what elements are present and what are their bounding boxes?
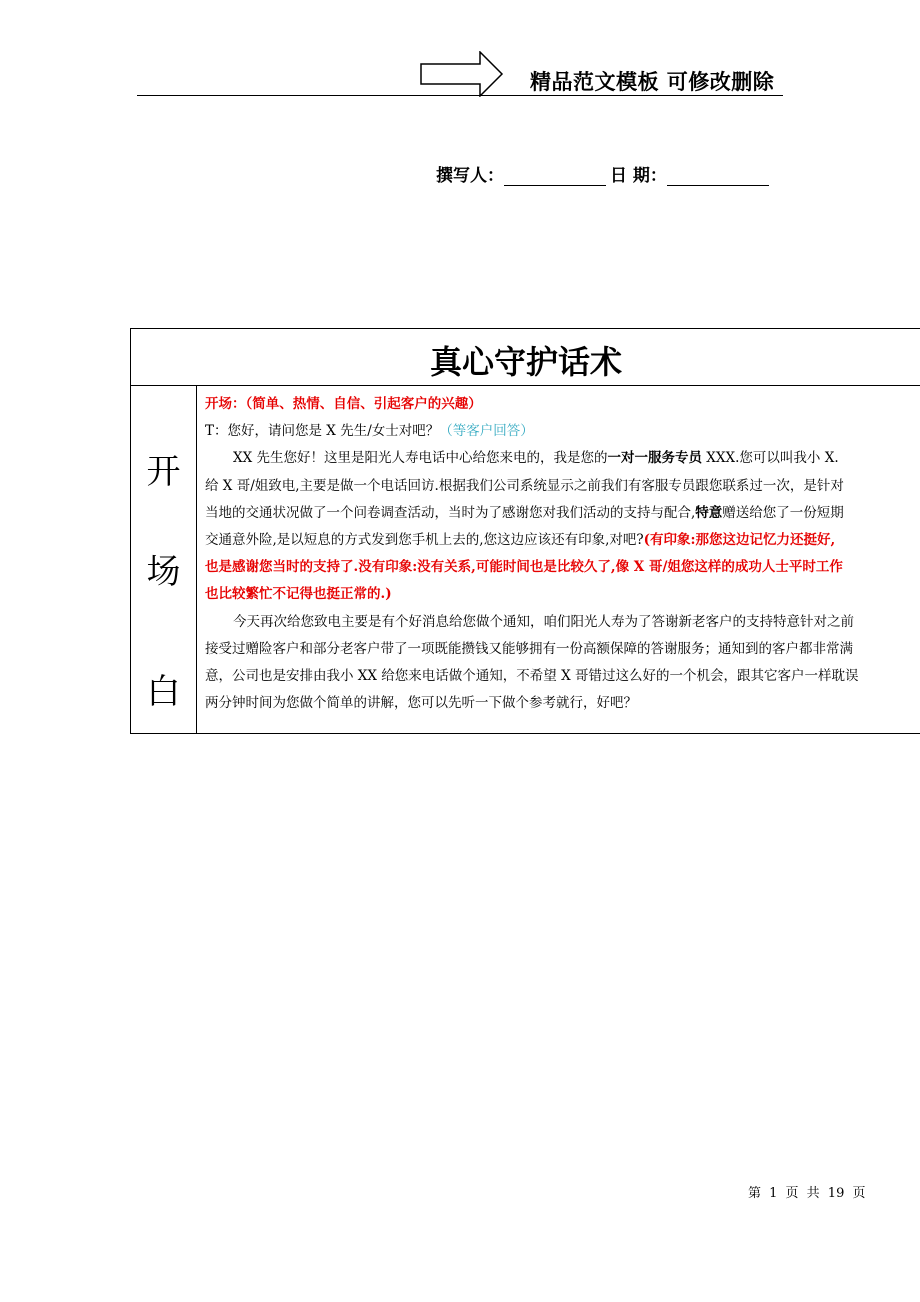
paragraph-line: 接受过赠险客户和部分老客户带了一项既能攒钱又能够拥有一份高额保障的答谢服务；通知到的客户都非常满 — [205, 640, 853, 657]
paragraph-line: 当地的交通状况做了一个问卷调查活动，当时为了感谢您对我们活动的支持与配合,特意赠送给您了一份短期 — [205, 504, 844, 521]
paragraph-line: 交通意外险,是以短息的方式发到您手机上去的,您这边应该还有印象,对吧?(有印象:那您这边记忆力还挺好, — [205, 532, 836, 549]
paragraph-line: 也是感谢您当时的支持了.没有印象:没有关系,可能时间也是比较久了,像 X 哥/姐您这样的成功人士平时工作 — [205, 559, 843, 576]
paragraph-line: 两分钟时间为您做个简单的讲解，您可以先听一下做个参考就行，好吧？ — [205, 695, 637, 712]
paragraph-line: 意，公司也是安排由我小 XX 给您来电话做个通知，不希望 X 哥错过这么好的一个机会，跟其它客户一样耽误 — [205, 668, 859, 685]
paragraph-line: 给 X 哥/姐致电,主要是做一个电话回访.根据我们公司系统显示之前我们有客服专员跟您联系过一次，是针对 — [205, 477, 844, 494]
greeting-line: T：您好，请问您是 X 先生/女士对吧？（等客户回答） — [205, 423, 534, 440]
arrow-right-icon — [420, 51, 504, 97]
paragraph-line: 今天再次给您致电主要是有个好消息给您做个通知，咱们阳光人寿为了答谢新老客户的支持特意针对之前 — [233, 613, 854, 630]
author-date-line — [436, 161, 769, 186]
title-row — [131, 329, 920, 386]
script-content — [205, 391, 920, 717]
header-title: 精品范文模板 可修改删除 — [530, 70, 775, 94]
section-char: 白 — [146, 672, 181, 712]
document-title: 真心守护话术 — [429, 343, 622, 381]
author-label: 撰写人： — [436, 166, 504, 186]
page-number: 第 1 页 共 19 页 — [748, 1186, 866, 1201]
date-label: 日 期： — [610, 166, 667, 186]
section-heading: 开场：（简单、热情、自信、引起客户的兴趣） — [205, 396, 482, 412]
author-field[interactable] — [504, 165, 606, 186]
section-char: 开 — [146, 452, 181, 492]
date-field[interactable] — [667, 165, 769, 186]
section-char: 场 — [146, 552, 181, 592]
script-table — [130, 328, 920, 734]
stage-note: （等客户回答） — [439, 423, 534, 440]
paragraph-line: XX 先生您好！这里是阳光人寿电话中心给您来电的，我是您的一对一服务专员 XXX.您可以叫我小 X. — [233, 450, 839, 467]
section-label-cell — [131, 386, 197, 733]
paragraph-line: 也比较繁忙不记得也挺正常的.) — [205, 586, 392, 603]
